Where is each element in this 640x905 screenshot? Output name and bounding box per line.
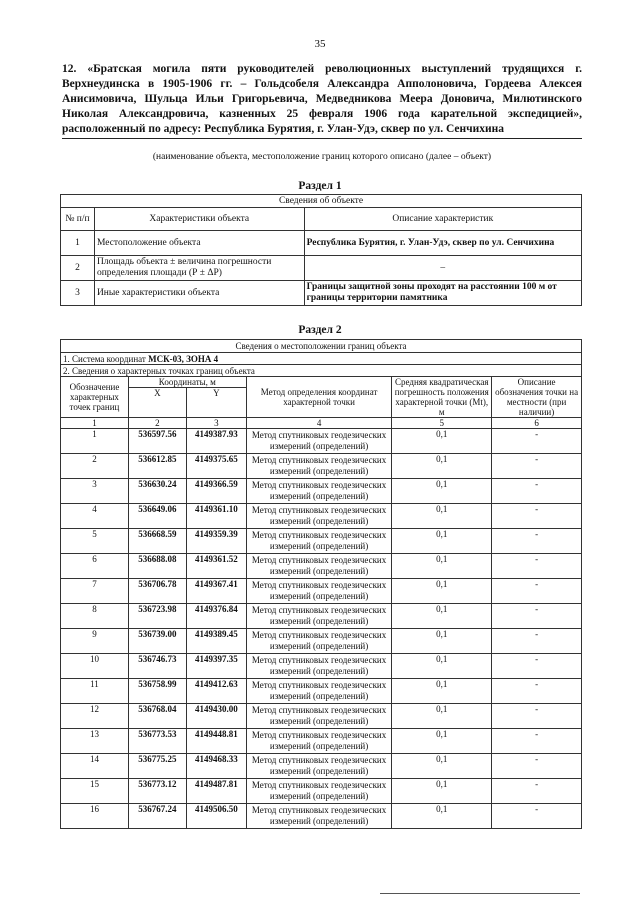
object-info-table-title: Сведения об объекте [61, 195, 582, 208]
row-name: Иные характеристики объекта [94, 281, 304, 306]
col-number: 5 [392, 418, 492, 429]
col-method-header: Метод определения координат характерной точки [246, 377, 392, 418]
table-row [61, 479, 582, 504]
point-id: 15 [61, 779, 129, 804]
point-id: 2 [61, 454, 129, 479]
point-accuracy: 0,1 [392, 704, 492, 729]
point-y: 4149361.10 [186, 504, 246, 529]
points-table-body [61, 429, 582, 829]
point-method: Метод спутниковых геодезических измерений (определений) [246, 754, 392, 779]
boundary-points-table [60, 339, 582, 829]
object-info-table [60, 194, 582, 306]
point-id: 14 [61, 754, 129, 779]
coordinate-system-value: МСК-03, ЗОНА 4 [148, 353, 219, 364]
point-accuracy: 0,1 [392, 604, 492, 629]
point-y: 4149367.41 [186, 579, 246, 604]
point-x: 536758.99 [128, 679, 186, 704]
point-description: - [492, 704, 582, 729]
point-method: Метод спутниковых геодезических измерений (определений) [246, 704, 392, 729]
point-id: 5 [61, 529, 129, 554]
point-x: 536649.06 [128, 504, 186, 529]
point-description: - [492, 729, 582, 754]
point-method: Метод спутниковых геодезических измерений (определений) [246, 554, 392, 579]
point-x: 536688.08 [128, 554, 186, 579]
point-x: 536739.00 [128, 629, 186, 654]
point-description: - [492, 604, 582, 629]
point-method: Метод спутниковых геодезических измерений (определений) [246, 679, 392, 704]
point-description: - [492, 554, 582, 579]
point-method: Метод спутниковых геодезических измерений (определений) [246, 504, 392, 529]
point-method: Метод спутниковых геодезических измерений (определений) [246, 579, 392, 604]
table-row [61, 754, 582, 779]
col-number: 4 [246, 418, 392, 429]
point-method: Метод спутниковых геодезических измерений (определений) [246, 529, 392, 554]
row-value: – [304, 256, 581, 281]
row-value: Республика Бурятия, г. Улан-Удэ, сквер по ул. Сенчихина [304, 231, 581, 256]
point-method: Метод спутниковых геодезических измерений (определений) [246, 629, 392, 654]
table-row [61, 804, 582, 829]
point-accuracy: 0,1 [392, 554, 492, 579]
point-accuracy: 0,1 [392, 504, 492, 529]
table-row [61, 704, 582, 729]
col-number: 2 [128, 418, 186, 429]
point-x: 536768.04 [128, 704, 186, 729]
col-x-header: X [128, 388, 186, 418]
point-description: - [492, 479, 582, 504]
boundary-table-title: Сведения о местоположении границ объекта [61, 340, 582, 353]
col-num-header: № п/п [61, 208, 95, 231]
point-accuracy: 0,1 [392, 654, 492, 679]
point-accuracy: 0,1 [392, 729, 492, 754]
point-x: 536723.98 [128, 604, 186, 629]
coordinate-system [61, 353, 582, 365]
point-y: 4149506.50 [186, 804, 246, 829]
point-accuracy: 0,1 [392, 429, 492, 454]
heading-note: (наименование объекта, местоположение границ которого описано (далее – объект) [152, 152, 492, 162]
point-id: 16 [61, 804, 129, 829]
point-y: 4149448.81 [186, 729, 246, 754]
point-description: - [492, 579, 582, 604]
point-y: 4149487.81 [186, 779, 246, 804]
point-method: Метод спутниковых геодезических измерений (определений) [246, 479, 392, 504]
point-accuracy: 0,1 [392, 479, 492, 504]
row-name: Площадь объекта ± величина погрешности определения площади (Р ± ΔР) [94, 256, 304, 281]
point-description: - [492, 804, 582, 829]
point-accuracy: 0,1 [392, 454, 492, 479]
point-id: 4 [61, 504, 129, 529]
row-num: 3 [61, 281, 95, 306]
section2-title: Раздел 2 [298, 324, 342, 336]
point-id: 11 [61, 679, 129, 704]
point-x: 536773.12 [128, 779, 186, 804]
point-id: 8 [61, 604, 129, 629]
point-x: 536746.73 [128, 654, 186, 679]
point-description: - [492, 454, 582, 479]
row-num: 2 [61, 256, 95, 281]
points-label: 2. Сведения о характерных точках границ объекта [61, 365, 582, 377]
point-id: 12 [61, 704, 129, 729]
page-number: 35 [314, 38, 326, 50]
point-method: Метод спутниковых геодезических измерений (определений) [246, 729, 392, 754]
point-x: 536775.25 [128, 754, 186, 779]
point-y: 4149468.33 [186, 754, 246, 779]
point-y: 4149359.39 [186, 529, 246, 554]
point-description: - [492, 679, 582, 704]
point-accuracy: 0,1 [392, 679, 492, 704]
point-accuracy: 0,1 [392, 804, 492, 829]
footer-rule [380, 893, 580, 894]
table-row [61, 604, 582, 629]
point-x: 536597.56 [128, 429, 186, 454]
column-numbers-row [61, 418, 582, 429]
point-y: 4149366.59 [186, 479, 246, 504]
row-num: 1 [61, 231, 95, 256]
table-row [61, 779, 582, 804]
table-row [61, 454, 582, 479]
point-id: 13 [61, 729, 129, 754]
object-heading: 12. «Братская могила пяти руководителей революционных выступлений трудящихся г. Верхнеудинска в 1905-1906 гг. – Гольдсобеля Александра Апполоновича, Гордеева Алексея Анисимовича, Шульца Ильи Григорьевича, Медведникова Меера Доновича, Милютинского Николая Александровича, казненных 25 февраля 1906 года карательной экспедицией», расположенный по адресу: Республика Бурятия, г. Улан-Удэ, сквер по ул. Сенчихина [62, 62, 582, 139]
point-method: Метод спутниковых геодезических измерений (определений) [246, 654, 392, 679]
table-row [61, 579, 582, 604]
col-descr-header: Описание обозначения точки на местности (при наличии) [492, 377, 582, 418]
point-method: Метод спутниковых геодезических измерений (определений) [246, 429, 392, 454]
col-accuracy-header: Средняя квадратическая погрешность положения характерной точки (Mt), м [392, 377, 492, 418]
table-row [61, 529, 582, 554]
point-accuracy: 0,1 [392, 754, 492, 779]
point-x: 536630.24 [128, 479, 186, 504]
row-value: Границы защитной зоны проходят на расстоянии 100 м от границы территории памятника [304, 281, 581, 306]
point-method: Метод спутниковых геодезических измерений (определений) [246, 779, 392, 804]
col-desc-header: Описание характеристик [304, 208, 581, 231]
point-description: - [492, 529, 582, 554]
point-description: - [492, 629, 582, 654]
point-method: Метод спутниковых геодезических измерений (определений) [246, 454, 392, 479]
point-description: - [492, 779, 582, 804]
point-description: - [492, 429, 582, 454]
table-row [61, 429, 582, 454]
point-accuracy: 0,1 [392, 579, 492, 604]
point-y: 4149412.63 [186, 679, 246, 704]
table-row [61, 629, 582, 654]
point-id: 3 [61, 479, 129, 504]
section1-title: Раздел 1 [298, 180, 342, 192]
table-row [61, 504, 582, 529]
point-id: 6 [61, 554, 129, 579]
table-row [61, 679, 582, 704]
row-name: Местоположение объекта [94, 231, 304, 256]
point-accuracy: 0,1 [392, 529, 492, 554]
col-coords-header: Координаты, м [128, 377, 246, 388]
point-description: - [492, 754, 582, 779]
point-x: 536773.53 [128, 729, 186, 754]
point-y: 4149375.65 [186, 454, 246, 479]
point-x: 536612.85 [128, 454, 186, 479]
point-id: 7 [61, 579, 129, 604]
col-char-header: Характеристики объекта [94, 208, 304, 231]
point-method: Метод спутниковых геодезических измерений (определений) [246, 604, 392, 629]
point-y: 4149387.93 [186, 429, 246, 454]
point-y: 4149389.45 [186, 629, 246, 654]
point-id: 10 [61, 654, 129, 679]
point-y: 4149430.00 [186, 704, 246, 729]
point-y: 4149376.84 [186, 604, 246, 629]
point-description: - [492, 504, 582, 529]
table-row [61, 654, 582, 679]
point-y: 4149361.52 [186, 554, 246, 579]
point-accuracy: 0,1 [392, 629, 492, 654]
col-point-header: Обозначение характерных точек границ [61, 377, 129, 418]
col-y-header: Y [186, 388, 246, 418]
point-x: 536706.78 [128, 579, 186, 604]
point-description: - [492, 654, 582, 679]
col-number: 3 [186, 418, 246, 429]
col-number: 6 [492, 418, 582, 429]
point-method: Метод спутниковых геодезических измерений (определений) [246, 804, 392, 829]
col-number: 1 [61, 418, 129, 429]
point-x: 536668.59 [128, 529, 186, 554]
point-id: 9 [61, 629, 129, 654]
coordinate-system-label: 1. Система координат [63, 353, 149, 364]
point-id: 1 [61, 429, 129, 454]
table-row [61, 729, 582, 754]
table-row [61, 554, 582, 579]
point-accuracy: 0,1 [392, 779, 492, 804]
point-x: 536767.24 [128, 804, 186, 829]
point-y: 4149397.35 [186, 654, 246, 679]
